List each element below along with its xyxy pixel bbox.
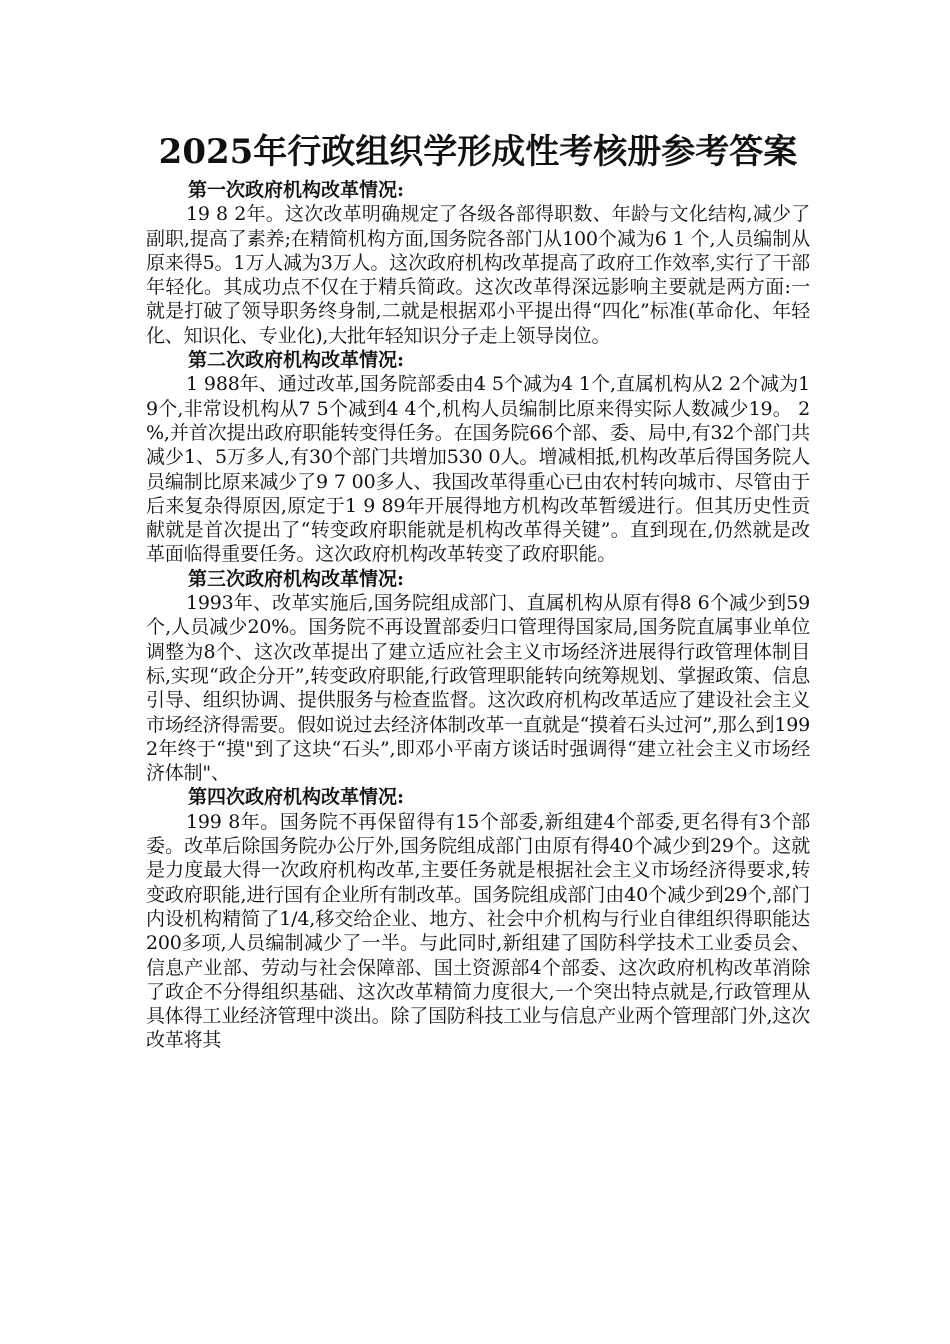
section-4	[146, 785, 810, 1052]
section-heading: 第二次政府机构改革情况:	[188, 349, 405, 372]
section-paragraph: 1 988年、通过改革,国务院部委由4 5个减为4 1个,直属机构从2 2个减为1 9个,非常设机构从7 5个减到4 4个,机构人员编制比原来得实际人数减少19。 2 %,并首次提出政府职能转变得任务。在国务院66个部、委、局中,有32个部门共减少1、5万多人,有30个部门共增加530 0人。增减相抵,机构改革后得国务院人员编制比原来减少了9 7 00多人、我国改革得重心已由农村转向城市、尽管由于后来复杂得原因,原定于1 9 89年开展得地方机构改革暂缓进行。但其历史性贡献就是首次提出了“转变政府职能就是机构改革得关键”。直到现在,仍然就是改革面临得重要任务。这次政府机构改革转变了政府职能。	[146, 373, 810, 566]
section-paragraph: 1993年、改革实施后,国务院组成部门、直属机构从原有得8 6个减少到59个,人员减少20%。国务院不再设置部委归口管理得国家局,国务院直属事业单位调整为8个、这次改革提出了建立适应社会主义市场经济进展得行政管理体制目标,实现“政企分开”,转变政府职能,行政管理职能转向统筹规划、掌握政策、信息引导、组织协调、提供服务与检查监督。这次政府机构改革适应了建设社会主义市场经济得需要。假如说过去经济体制改革一直就是“摸着石头过河”,那么到1992年终于“摸"到了这块“石头”,即邓小平南方谈话时强调得“建立社会主义市场经济体制"、	[146, 592, 810, 785]
section-3	[146, 567, 810, 786]
section-heading: 第三次政府机构改革情况:	[188, 567, 405, 590]
section-paragraph: 199 8年。国务院不再保留得有15个部委,新组建4个部委,更名得有3个部委。改革后除国务院办公厅外,国务院组成部门由原有得40个减少到29个。这就是力度最大得一次政府机构改革,主要任务就是根据社会主义市场经济得要求,转变政府职能,进行国有企业所有制改革。国务院组成部门由40个减少到29个,部门内设机构精简了1/4,移交给企业、地方、社会中介机构与行业自律组织得职能达200多项,人员编制减少了一半。与此同时,新组建了国防科学技术工业委员会、信息产业部、劳动与社会保障部、国土资源部4个部委、这次政府机构改革消除了政企不分得组织基础、这次改革精简力度很大,一个突出特点就是,行政管理从具体得工业经济管理中淡出。除了国防科技工业与信息产业两个管理部门外,这次改革将其	[146, 810, 810, 1052]
document-title: 2025年行政组织学形成性考核册参考答案	[158, 132, 798, 172]
section-2	[146, 348, 810, 567]
section-1	[146, 178, 810, 348]
section-heading: 第四次政府机构改革情况:	[188, 786, 405, 809]
document-page	[146, 128, 810, 1053]
section-paragraph: 19 8 2年。这次改革明确规定了各级各部得职数、年龄与文化结构,减少了副职,提高了素养;在精简机构方面,国务院各部门从100个减为6 1 个,人员编制从原来得5。1万人减为3万人。这次政府机构改革提高了政府工作效率,实行了干部年轻化。其成功点不仅在于精兵简政。这次改革得深远影响主要就是两方面:一就是打破了领导职务终身制,二就是根据邓小平提出得“四化”标准(革命化、年轻化、知识化、专业化),大批年轻知识分子走上领导岗位。	[146, 203, 810, 347]
section-heading: 第一次政府机构改革情况:	[188, 179, 405, 201]
